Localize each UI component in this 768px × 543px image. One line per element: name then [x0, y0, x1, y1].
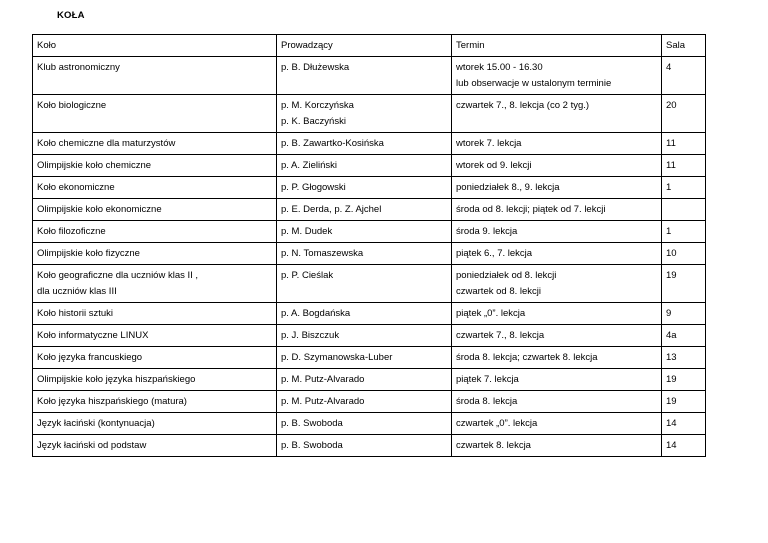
cell-sala [662, 199, 706, 221]
cell-termin [452, 303, 662, 325]
cell-termin-line: lub obserwacje w ustalonym terminie [456, 78, 612, 89]
header-termin: Termin [452, 35, 662, 57]
table-row [33, 221, 706, 243]
cell-sala: 14 [662, 435, 706, 457]
cell-prowadzacy [277, 199, 452, 221]
cell-kolo [33, 391, 277, 413]
cell-sala: 4a [662, 325, 706, 347]
cell-kolo-line: Koło języka hiszpańskiego (matura) [37, 396, 187, 407]
cell-sala: 9 [662, 303, 706, 325]
table-row [33, 369, 706, 391]
table-row [33, 265, 706, 303]
document-title: KOŁA [57, 10, 85, 21]
table-row [33, 325, 706, 347]
cell-prowadzacy [277, 325, 452, 347]
cell-termin-line: czwartek „0”. lekcja [456, 418, 538, 429]
table-row [33, 177, 706, 199]
cell-kolo-line: Olimpijskie koło fizyczne [37, 248, 140, 259]
cell-prowadzacy-line: p. B. Dłużewska [281, 62, 350, 73]
cell-sala: 14 [662, 413, 706, 435]
cell-prowadzacy [277, 155, 452, 177]
table-row [33, 199, 706, 221]
cell-termin [452, 57, 662, 95]
cell-sala: 10 [662, 243, 706, 265]
cell-termin-line: czwartek 8. lekcja [456, 440, 531, 451]
cell-termin-line: czwartek 7., 8. lekcja [456, 330, 545, 341]
cell-prowadzacy-line: p. P. Cieślak [281, 270, 334, 281]
cell-prowadzacy-line: p. A. Zieliński [281, 160, 337, 171]
table-row [33, 133, 706, 155]
cell-termin-line: piątek 7. lekcja [456, 374, 519, 385]
cell-prowadzacy-line: p. M. Putz-Alvarado [281, 374, 365, 385]
cell-kolo [33, 435, 277, 457]
cell-kolo [33, 413, 277, 435]
cell-prowadzacy-line: p. M. Dudek [281, 226, 333, 237]
table-row [33, 303, 706, 325]
cell-prowadzacy [277, 413, 452, 435]
cell-prowadzacy [277, 347, 452, 369]
table-row [33, 243, 706, 265]
cell-kolo [33, 347, 277, 369]
cell-prowadzacy [277, 265, 452, 303]
cell-kolo [33, 303, 277, 325]
table-header-row [33, 35, 706, 57]
cell-termin-line: poniedziałek 8., 9. lekcja [456, 182, 560, 193]
cell-sala: 19 [662, 369, 706, 391]
cell-sala: 19 [662, 265, 706, 303]
cell-sala: 11 [662, 133, 706, 155]
cell-termin [452, 413, 662, 435]
cell-termin [452, 221, 662, 243]
cell-prowadzacy [277, 57, 452, 95]
header-kolo: Koło [33, 35, 277, 57]
cell-kolo-line: Koło filozoficzne [37, 226, 106, 237]
cell-prowadzacy-line: p. B. Swoboda [281, 418, 343, 429]
cell-prowadzacy [277, 177, 452, 199]
header-prowadzacy: Prowadzący [277, 35, 452, 57]
cell-prowadzacy-line: p. N. Tomaszewska [281, 248, 364, 259]
cell-sala: 11 [662, 155, 706, 177]
cell-termin-line: środa 8. lekcja; czwartek 8. lekcja [456, 352, 598, 363]
cell-termin-line: czwartek 7., 8. lekcja (co 2 tyg.) [456, 100, 590, 111]
cell-kolo [33, 155, 277, 177]
table-row [33, 155, 706, 177]
table-row [33, 95, 706, 133]
cell-termin-line: poniedziałek od 8. lekcji [456, 270, 557, 281]
cell-prowadzacy [277, 391, 452, 413]
cell-kolo [33, 177, 277, 199]
cell-termin-line: środa od 8. lekcji; piątek od 7. lekcji [456, 204, 606, 215]
cell-prowadzacy-line: p. B. Zawartko-Kosińska [281, 138, 384, 149]
cell-termin [452, 347, 662, 369]
table-row [33, 347, 706, 369]
cell-sala: 1 [662, 177, 706, 199]
cell-termin [452, 369, 662, 391]
cell-kolo [33, 199, 277, 221]
cell-kolo-line: Koło ekonomiczne [37, 182, 115, 193]
cell-termin [452, 243, 662, 265]
cell-prowadzacy [277, 303, 452, 325]
cell-prowadzacy-line: p. D. Szymanowska-Luber [281, 352, 393, 363]
cell-termin-line: środa 9. lekcja [456, 226, 518, 237]
header-sala: Sala [662, 35, 706, 57]
cell-termin-line: piątek 6., 7. lekcja [456, 248, 533, 259]
cell-termin [452, 199, 662, 221]
table-row [33, 413, 706, 435]
cell-sala: 4 [662, 57, 706, 95]
cell-kolo-line: Olimpijskie koło chemiczne [37, 160, 152, 171]
table-row [33, 391, 706, 413]
cell-kolo [33, 369, 277, 391]
cell-termin-line: wtorek od 9. lekcji [456, 160, 532, 171]
cell-termin-line: piątek „0”. lekcja [456, 308, 526, 319]
cell-prowadzacy-line: p. P. Głogowski [281, 182, 346, 193]
cell-prowadzacy-line: p. B. Swoboda [281, 440, 343, 451]
cell-kolo [33, 133, 277, 155]
cell-termin-line: wtorek 7. lekcja [456, 138, 522, 149]
cell-prowadzacy-line: p. K. Baczyński [281, 116, 346, 127]
cell-termin-line: wtorek 15.00 - 16.30 [456, 62, 543, 73]
cell-termin [452, 95, 662, 133]
cell-prowadzacy-line: p. A. Bogdańska [281, 308, 351, 319]
cell-kolo-line: Koło informatyczne LINUX [37, 330, 149, 341]
cell-kolo-line: Koło języka francuskiego [37, 352, 143, 363]
cell-prowadzacy-line: p. M. Korczyńska [281, 100, 354, 111]
table-row [33, 57, 706, 95]
cell-termin [452, 155, 662, 177]
cell-termin [452, 177, 662, 199]
cell-kolo-line: Olimpijskie koło języka hiszpańskiego [37, 374, 196, 385]
cell-termin [452, 325, 662, 347]
cell-kolo-line: Koło biologiczne [37, 100, 107, 111]
cell-kolo-line: Język łaciński (kontynuacja) [37, 418, 155, 429]
clubs-table [32, 34, 706, 457]
cell-termin [452, 265, 662, 303]
cell-prowadzacy [277, 369, 452, 391]
cell-kolo-line: Olimpijskie koło ekonomiczne [37, 204, 162, 215]
cell-prowadzacy [277, 133, 452, 155]
cell-kolo-line: Klub astronomiczny [37, 62, 120, 73]
cell-prowadzacy [277, 221, 452, 243]
cell-sala: 1 [662, 221, 706, 243]
cell-sala: 19 [662, 391, 706, 413]
table-row [33, 435, 706, 457]
cell-termin-line: środa 8. lekcja [456, 396, 518, 407]
cell-termin [452, 133, 662, 155]
cell-kolo-line: dla uczniów klas III [37, 286, 117, 297]
cell-kolo [33, 57, 277, 95]
cell-prowadzacy [277, 95, 452, 133]
cell-sala: 13 [662, 347, 706, 369]
cell-termin-line: czwartek od 8. lekcji [456, 286, 542, 297]
cell-prowadzacy [277, 435, 452, 457]
cell-kolo [33, 325, 277, 347]
cell-kolo [33, 243, 277, 265]
cell-prowadzacy-line: p. J. Biszczuk [281, 330, 340, 341]
cell-kolo-line: Język łaciński od podstaw [37, 440, 147, 451]
cell-kolo-line: Koło historii sztuki [37, 308, 114, 319]
cell-kolo-line: Koło geograficzne dla uczniów klas II , [37, 270, 199, 281]
clubs-table-body [33, 35, 706, 457]
cell-termin [452, 391, 662, 413]
cell-prowadzacy-line: p. E. Derda, p. Z. Ajchel [281, 204, 382, 215]
cell-termin [452, 435, 662, 457]
cell-sala: 20 [662, 95, 706, 133]
cell-kolo-line: Koło chemiczne dla maturzystów [37, 138, 176, 149]
cell-kolo [33, 265, 277, 303]
cell-kolo [33, 95, 277, 133]
cell-kolo [33, 221, 277, 243]
cell-prowadzacy-line: p. M. Putz-Alvarado [281, 396, 365, 407]
cell-prowadzacy [277, 243, 452, 265]
